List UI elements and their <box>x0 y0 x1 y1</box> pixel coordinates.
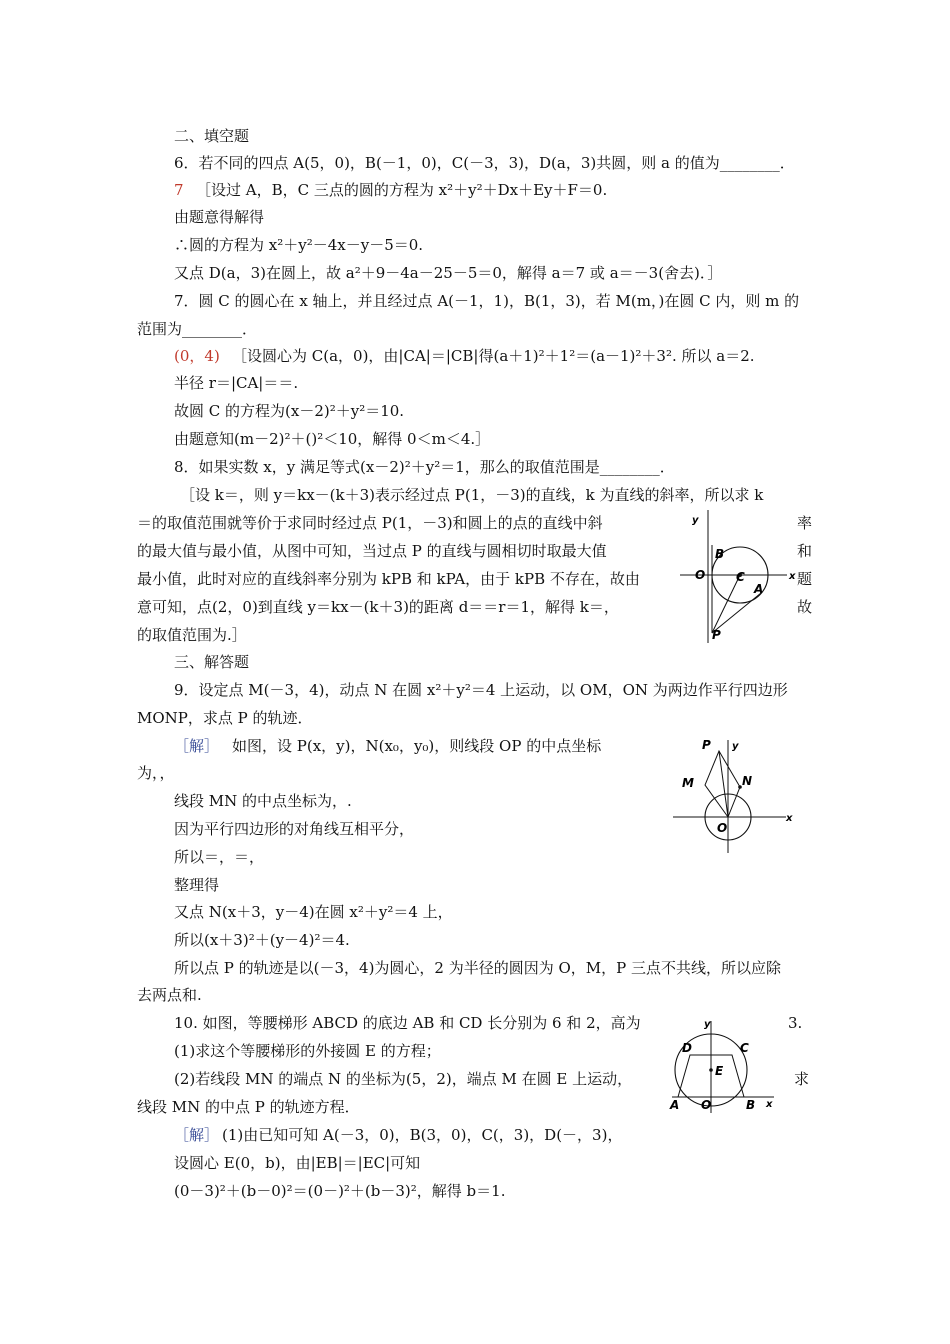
q9-fig-o-label: O <box>717 821 728 835</box>
q9-solution-line: 为，， <box>137 764 175 782</box>
q10-fig-b-label: B <box>746 1098 756 1112</box>
q10-solution-line: 设圆心 E(0，b)，由|EB|＝|EC|可知 <box>174 1154 421 1172</box>
q8-solution-line: 的取值范围为.］ <box>137 626 247 644</box>
q10-fig-o-label: O <box>701 1098 712 1112</box>
section-three-title: 三、解答题 <box>174 653 250 671</box>
q9-solution-line: 因为平行四边形的对角线互相平分， <box>174 820 415 838</box>
q10-question: 10. 如图，等腰梯形 ABCD 的底边 AB 和 CD 长分别为 6 和 2，高为 <box>174 1014 641 1032</box>
q10-question: (1)求这个等腰梯形的外接圆 E 的方程； <box>174 1042 441 1060</box>
q7-question: 范围为________． <box>137 320 258 338</box>
q8-fig-p-label: P <box>712 628 721 642</box>
q8-solution-line: ＝的取值范围就等价于求同时经过点 P(1，－3)和圆上的点的直线中斜 <box>137 514 603 532</box>
q7-solution-line: 由题意知(m－2)²＋()²＜10，解得 0＜m＜4.］ <box>174 430 491 448</box>
q9-solution-line: 所以(x＋3)²＋(y－4)²＝4. <box>174 931 350 949</box>
q9-solution-line: 去两点和. <box>137 986 202 1004</box>
q10-question-wrap: 求 <box>794 1070 810 1088</box>
q9-solution-line: 线段 MN 的中点坐标为，. <box>174 792 352 810</box>
q10-fig-x-label: x <box>766 1099 773 1110</box>
q7-solution-line: 故圆 C 的方程为(x－2)²＋y²＝10. <box>174 402 405 420</box>
q10-fig-d-label: D <box>682 1041 692 1055</box>
q10-fig-y-label: y <box>704 1019 711 1030</box>
q6-solution-line: 又点 D(a，3)在圆上，故 a²＋9－4a－25－5＝0，解得 a＝7 或 a＝－3(舍去)．］ <box>174 264 723 282</box>
q8-solution-line: 的最大值与最小值，从图中可知，当过点 P 的直线与圆相切时取最大值 <box>137 542 607 560</box>
q8-fig-y-label: y <box>692 515 699 526</box>
q10-question: 线段 MN 的中点 P 的轨迹方程． <box>137 1098 360 1116</box>
q6-solution-line: ∴圆的方程为 x²＋y²－4x－y－5＝0. <box>174 236 424 254</box>
q9-fig-y-label: y <box>732 741 739 752</box>
q8-solution-wrap-char: 率 <box>797 514 813 532</box>
q10-solution-tag: ［解］ <box>174 1126 220 1144</box>
section-two-title: 二、填空题 <box>174 127 250 145</box>
q6-answer: 7 <box>174 181 184 199</box>
q9-fig-n-label: N <box>742 774 753 788</box>
q9-solution-line: 所以＝，＝， <box>174 848 265 866</box>
q8-fig-x-label: x <box>789 571 796 582</box>
q6-solution-line: 由题意得解得 <box>174 208 265 226</box>
q9-figure <box>668 735 798 855</box>
q9-fig-x-label: x <box>786 813 793 824</box>
q10-question: (2)若线段 MN 的端点 N 的坐标为(5，2)，端点 M 在圆 E 上运动， <box>174 1070 633 1088</box>
q7-question: 7．圆 C 的圆心在 x 轴上，并且经过点 A(－1，1)，B(1，3)，若 M(m，)在圆 C 内，则 m 的 <box>174 292 800 310</box>
q8-question: 8．如果实数 x，y 满足等式(x－2)²＋y²＝1，那么的取值范围是________． <box>174 458 675 476</box>
q9-solution-line: 所以点 P 的轨迹是以(－3，4)为圆心，2 为半径的圆因为 O，M，P 三点不共线，所以应除 <box>174 959 782 977</box>
q9-solution-tag: ［解］ <box>174 737 220 755</box>
q9-question: 9．设定点 M(－3，4)，动点 N 在圆 x²＋y²＝4 上运动，以 OM，ON 为两边作平行四边形 <box>174 681 788 699</box>
q8-solution-line: ［设 k＝，则 y＝kx－(k＋3)表示经过点 P(1，－3)的直线，k 为直线的斜率，所以求 k <box>180 486 764 504</box>
q6-question: 6．若不同的四点 A(5，0)，B(－1，0)，C(－3，3)，D(a，3)共圆，则 a 的值为________． <box>174 154 795 172</box>
q8-solution-line: 意可知，点(2，0)到直线 y＝kx－(k＋3)的距离 d＝＝r＝1，解得 k＝， <box>137 598 619 616</box>
q8-solution-wrap-char: 故 <box>797 598 813 616</box>
q8-fig-a-label: A <box>754 582 764 596</box>
q8-fig-o-label: O <box>695 568 706 582</box>
q7-solution-line: ［设圆心为 C(a，0)，由|CA|＝|CB|得(a＋1)²＋1²＝(a－1)²＋3². 所以 a＝2. <box>232 347 755 365</box>
q9-solution-line: 整理得 <box>174 876 220 894</box>
q8-fig-c-label: C <box>736 570 745 584</box>
q8-solution-wrap-char: 和 <box>797 542 813 560</box>
q9-solution-line: 又点 N(x＋3，y－4)在圆 x²＋y²＝4 上， <box>174 903 453 921</box>
q10-fig-a-label: A <box>670 1098 680 1112</box>
q10-solution-line: (1)由已知可知 A(－3，0)，B(3，0)，C(，3)，D(－，3)， <box>222 1126 623 1144</box>
q8-fig-b-label: B <box>715 547 725 561</box>
q9-fig-m-label: M <box>682 776 694 790</box>
q7-answer: (0，4) <box>174 347 220 365</box>
q8-solution-line: 最小值，此时对应的直线斜率分别为 kPB 和 kPA，由于 kPB 不存在，故由 <box>137 570 640 588</box>
q8-figure <box>675 505 800 645</box>
q7-solution-line: 半径 r＝|CA|＝＝. <box>174 374 299 392</box>
q10-question-wrap: 3. <box>788 1014 803 1032</box>
q10-solution-line: (0－3)²＋(b－0)²＝(0－)²＋(b－3)²，解得 b＝1. <box>174 1182 506 1200</box>
q9-solution-line: 如图，设 P(x，y)，N(x₀，y₀)，则线段 OP 的中点坐标 <box>232 737 602 755</box>
q9-question: MONP，求点 P 的轨迹． <box>137 709 313 727</box>
q10-fig-e-label: E <box>715 1064 724 1078</box>
q10-fig-c-label: C <box>740 1041 749 1055</box>
q8-solution-wrap-char: 题 <box>797 570 813 588</box>
q9-fig-p-label: P <box>702 738 711 752</box>
q10-figure <box>668 1015 788 1115</box>
q6-solution-line: ［设过 A，B，C 三点的圆的方程为 x²＋y²＋Dx＋Ey＋F＝0. <box>196 181 608 199</box>
